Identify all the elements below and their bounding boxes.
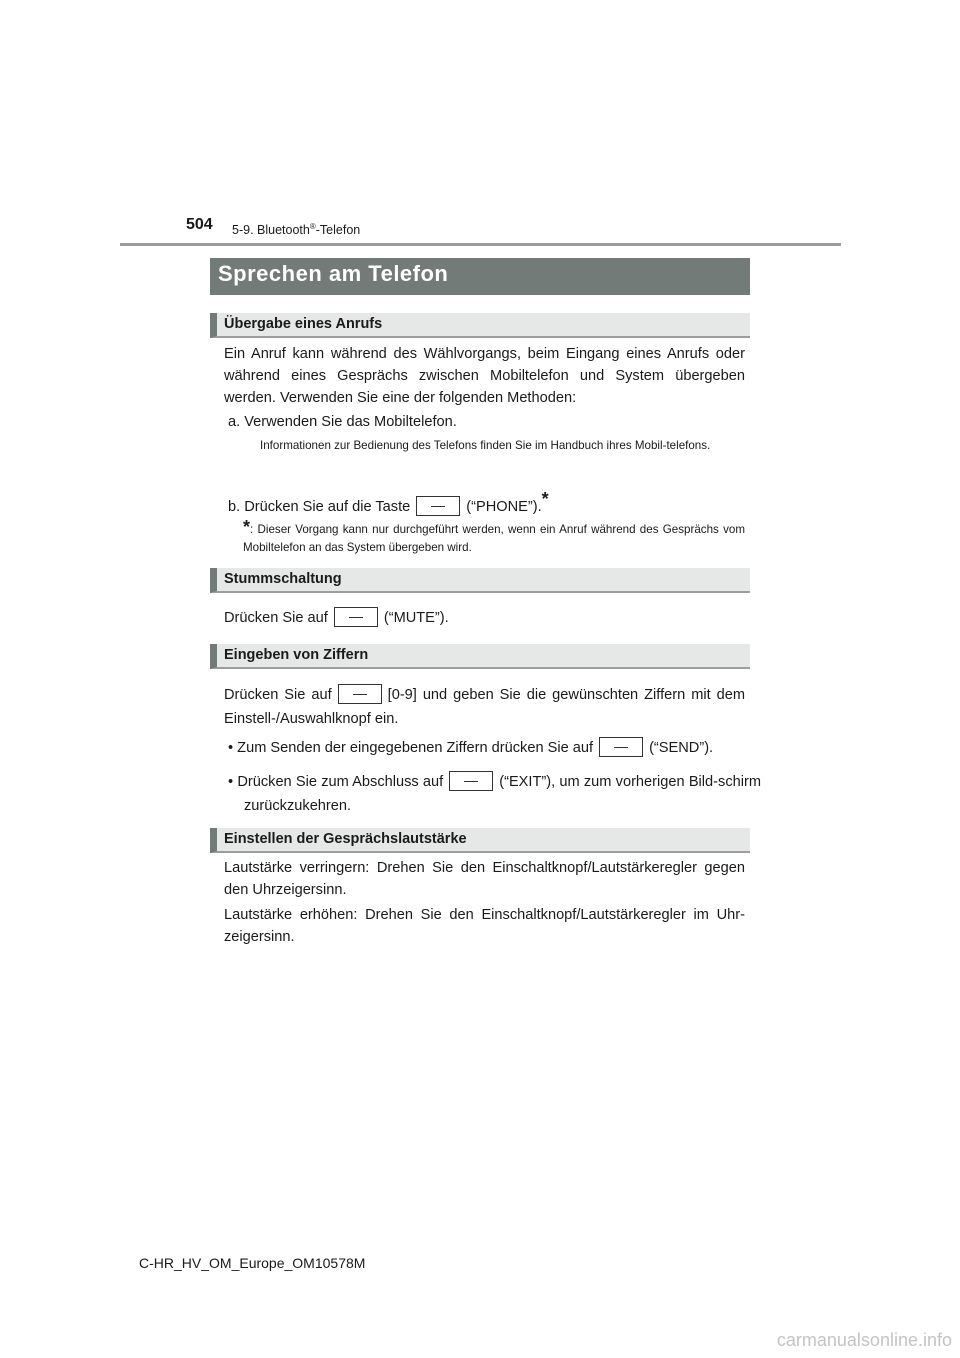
heading-enter-digits: Eingeben von Ziffern: [210, 644, 750, 669]
digits-text: Drücken Sie auf [0-9] und geben Sie die gewünschten Ziffern mit dem Einstell-/Auswahlknopf ein.: [224, 683, 745, 731]
phone-button-icon: [416, 496, 460, 516]
volume-increase: Lautstärke erhöhen: Drehen Sie den Einschaltknopf/Lautstärkeregler im Uhr-zeigersinn.: [224, 907, 745, 945]
volume-decrease: Lautstärke verringern: Drehen Sie den Einschaltknopf/Lautstärkeregler gegen den Uhrzeigersinn.: [224, 860, 745, 898]
mute-button-icon: [334, 607, 378, 627]
heading-call-handover: Übergabe eines Anrufs: [210, 313, 750, 338]
option-a: a. Verwenden Sie das Mobiltelefon.: [228, 414, 457, 430]
page-title: Sprechen am Telefon: [210, 258, 750, 295]
option-b: b. Drücken Sie auf die Taste (“PHONE”).*: [228, 489, 549, 515]
heading-call-volume: Einstellen der Gesprächslautstärke: [210, 828, 750, 853]
document-code: C-HR_HV_OM_Europe_OM10578M: [139, 1255, 366, 1271]
bullet-send: • Zum Senden der eingegebenen Ziffern drücken Sie auf (“SEND”).: [228, 737, 761, 759]
header-divider: [120, 243, 841, 246]
page-number: 504: [186, 216, 213, 233]
exit-button-icon: [449, 771, 493, 791]
heading-mute: Stummschaltung: [210, 568, 750, 593]
handover-intro: Ein Anruf kann während des Wählvorgangs, beim Eingang eines Anrufs oder während eines Gesprächs zwischen Mobiltelefon und System übergeben werden. Verwenden Sie eine der folgenden Methoden:: [224, 346, 745, 406]
option-a-note: Informationen zur Bedienung des Telefons finden Sie im Handbuch ihres Mobil-telefons.: [260, 439, 711, 452]
footnote: *: Dieser Vorgang kann nur durchgeführt werden, wenn ein Anruf während des Gesprächs vom Mobiltelefon an das System übergeben wird.: [243, 517, 745, 554]
section-path: 5-9. Bluetooth®-Telefon: [232, 222, 361, 238]
watermark: carmanualsonline.info: [776, 1330, 952, 1350]
send-button-icon: [599, 737, 643, 757]
keypad-button-icon: [338, 684, 382, 704]
bullet-exit: • Drücken Sie zum Abschluss auf (“EXIT”), um zum vorherigen Bild-schirm zurückzukehren.: [228, 770, 761, 818]
mute-text: Drücken Sie auf (“MUTE”).: [224, 607, 745, 629]
